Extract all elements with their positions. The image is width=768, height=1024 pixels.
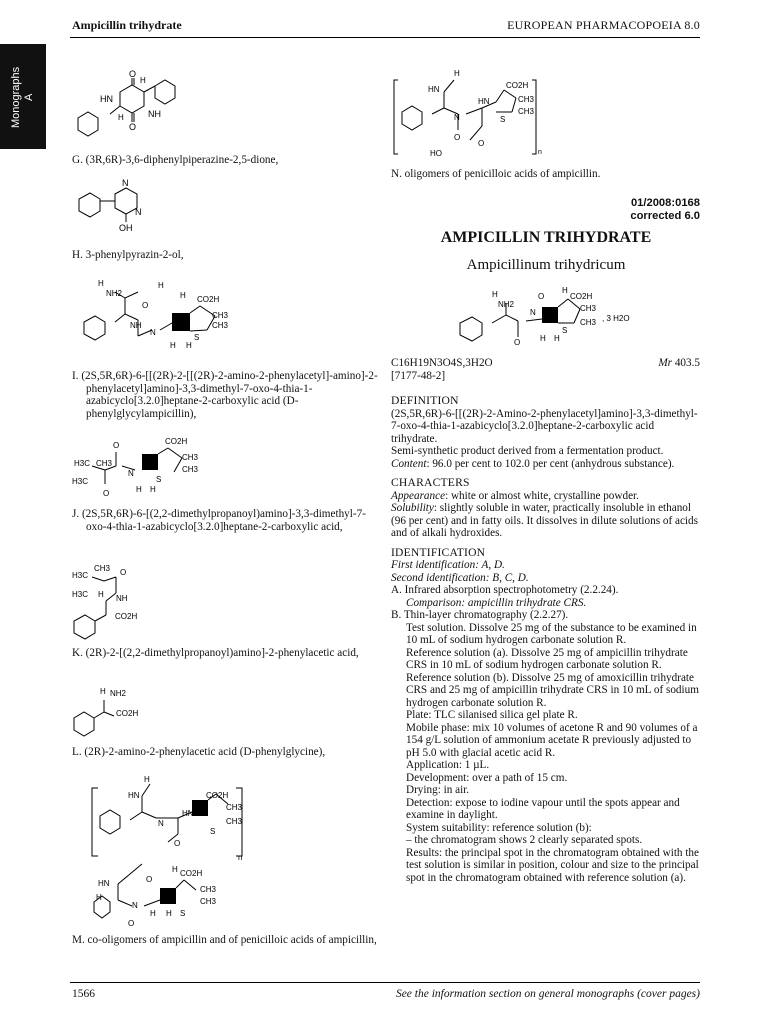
section-tab-label: Monographs (10, 66, 22, 128)
mobile-phase: Mobile phase: mix 10 volumes of acetone R and 90 volumes of a 154 g/L solution of ammonium acetate R previously adjusted to pH 5.0 with glacial acetic acid R. (406, 721, 698, 759)
monograph-number: 01/2008:0168 (630, 197, 700, 209)
atom-label: H (170, 341, 176, 350)
atom-label: CH3 (96, 459, 113, 468)
atom-label: S (156, 475, 162, 484)
atom-label: S (500, 115, 506, 124)
relative-molecular-mass: 403.5 (674, 357, 700, 369)
solubility-label: Solubility (391, 502, 434, 514)
atom-label: H3C (72, 477, 89, 486)
results: Results: the principal spot in the chromatogram obtained with the test solution is similar in position, colour and size to the principal spot in the chromatogram obtained with reference solution (a). (406, 846, 699, 884)
atom-label: CH3 (226, 803, 243, 812)
impurity-i-name: I. (2S,5R,6R)-6-[[(2R)-2-[[(2R)-2-amino-2-phenylacetyl]-amino]-2-phenylacetyl]amino]-3,3-dimethyl-7-oxo-4-thia-1-azabicyclo[3.2.0]heptane-2-carboxylic acid (D-phenylglycylampicillin), (72, 370, 378, 420)
atom-label: n (238, 853, 243, 862)
structure-impurity-j (70, 436, 220, 501)
definition-text: (2S,5R,6R)-6-[[(2R)-2-Amino-2-phenylacetyl]amino]-3,3-dimethyl-7-oxo-4-thia-1-azabicyclo[3.2.0]heptane-2-carboxylic acid trihydrate. (391, 407, 698, 445)
relative-molecular-mass-label: Mr (658, 357, 673, 369)
appearance-label: Appearance (391, 489, 446, 502)
atom-label: CO2H (165, 437, 188, 446)
atom-label: O (129, 122, 137, 132)
definition-heading: DEFINITION (391, 394, 459, 407)
structure-impurity-l (70, 686, 170, 736)
atom-label: H (96, 893, 102, 902)
structure-ampicillin-trihydrate (452, 285, 652, 355)
atom-label: N (150, 328, 156, 337)
atom-label: H (186, 341, 192, 350)
monograph-correction: corrected 6.0 (630, 210, 700, 222)
atom-label: H (540, 334, 546, 343)
atom-label: H (562, 286, 568, 295)
atom-label: NH2 (498, 300, 515, 309)
atom-label: H (140, 76, 146, 85)
atom-label: O (142, 301, 149, 310)
atom-label: CO2H (197, 295, 220, 304)
atom-label: CH3 (182, 465, 199, 474)
structure-impurity-n (392, 68, 562, 163)
atom-label: O (113, 441, 120, 450)
atom-label: NH (116, 594, 128, 603)
atom-label: N (530, 308, 536, 317)
detection: Detection: expose to iodine vapour until the spots appear and examine in daylight. (406, 796, 680, 821)
atom-label: CH3 (182, 453, 199, 462)
atom-label: NH (130, 321, 142, 330)
plate: Plate: TLC silanised silica gel plate R. (406, 709, 578, 721)
atom-label: S (562, 326, 568, 335)
atom-label: H3C (74, 459, 91, 468)
atom-label: OH (119, 223, 133, 233)
structure-impurity-m (88, 776, 258, 936)
atom-label: H (166, 909, 172, 918)
monograph-latin-title: Ampicillinum trihydricum (466, 257, 626, 273)
atom-label: S (210, 827, 216, 836)
atom-label: N (454, 113, 460, 122)
page-number: 1566 (72, 988, 95, 1000)
second-identification: Second identification: B, C, D. (391, 571, 529, 584)
appearance-text: : white or almost white, crystalline powder. (445, 489, 639, 502)
running-header-title: Ampicillin trihydrate (72, 18, 182, 32)
atom-label: O (174, 839, 181, 848)
atom-label: H3C (72, 590, 89, 599)
test-solution: Test solution. Dissolve 25 mg of the substance to be examined in 10 mL of sodium hydrogen carbonate solution R. (406, 621, 697, 646)
atom-label: H (172, 865, 178, 874)
atom-label: N (122, 178, 129, 188)
atom-label: H (150, 485, 156, 494)
atom-label: H (144, 775, 150, 784)
atom-label: , 3 H2O (602, 314, 630, 323)
monograph-body (391, 390, 703, 884)
structure-impurity-h (70, 178, 160, 236)
system-suitability: System suitability: reference solution (b): (406, 821, 592, 834)
atom-label: CO2H (115, 612, 138, 621)
structure-impurity-k (70, 563, 180, 638)
definition-origin: Semi-synthetic product derived from a fermentation product. (391, 445, 664, 457)
atom-label: H (100, 687, 106, 696)
section-tab-letter: A (23, 93, 35, 101)
reference-solution-b: Reference solution (b). Dissolve 25 mg of amoxicillin trihydrate CRS and 25 mg of ampicillin trihydrate CRS in 10 mL of sodium hydrogen carbonate solution R. (406, 671, 699, 709)
atom-label: CO2H (180, 869, 203, 878)
solubility-text: : slightly soluble in water, practically insoluble in ethanol (96 per cent) and in fatty oils. It dissolves in dilute solutions of acids and of alkali hydroxides. (391, 502, 698, 539)
atom-label: CH3 (518, 95, 535, 104)
structure-impurity-g (70, 69, 190, 152)
atom-label: N (135, 207, 142, 217)
atom-label: HN (100, 94, 113, 104)
atom-label: CO2H (506, 81, 529, 90)
atom-label: NH2 (106, 289, 123, 298)
running-header-publication: EUROPEAN PHARMACOPOEIA 8.0 (507, 18, 700, 32)
drying: Drying: in air. (406, 784, 470, 796)
atom-label: HN (128, 791, 140, 800)
development: Development: over a path of 15 cm. (406, 771, 568, 784)
content-text: : 96.0 per cent to 102.0 per cent (anhydrous substance). (426, 457, 675, 470)
atom-label: H (492, 290, 498, 299)
impurity-j-name: J. (2S,5R,6R)-6-[(2,2-dimethylpropanoyl)amino]-3,3-dimethyl-7-oxo-4-thia-1-azabicyclo[3.2.0]heptane-2-carboxylic acid, (72, 508, 366, 533)
atom-label: HO (430, 149, 442, 158)
atom-label: H (554, 334, 560, 343)
atom-label: N (132, 901, 138, 910)
footer-note: See the information section on general monographs (cover pages) (395, 988, 700, 1000)
atom-label: O (103, 489, 110, 498)
atom-label: HN (98, 879, 110, 888)
atom-label: O (146, 875, 153, 884)
reference-solution-a: Reference solution (a). Dissolve 25 mg of ampicillin trihydrate CRS in 10 mL of sodium hydrogen carbonate solution R. (406, 646, 688, 671)
atom-label: O (478, 139, 485, 148)
atom-label: O (128, 919, 135, 928)
system-suitability-criterion: – the chromatogram shows 2 clearly separated spots. (406, 834, 643, 846)
atom-label: NH2 (110, 689, 127, 698)
atom-label: n (538, 149, 542, 156)
atom-label: CO2H (570, 292, 593, 301)
impurity-k-name: K. (2R)-2-[(2,2-dimethylpropanoyl)amino]-2-phenylacetic acid, (72, 647, 359, 659)
cas-number: [7177-48-2] (391, 370, 446, 382)
characters-heading: CHARACTERS (391, 476, 470, 489)
test-a: A. Infrared absorption spectrophotometry (2.2.24). (391, 584, 619, 596)
atom-label: CH3 (94, 564, 111, 573)
atom-label: H (136, 485, 142, 494)
first-identification: First identification: A, D. (391, 559, 505, 571)
atom-label: CH3 (200, 885, 217, 894)
impurity-g-name: G. (3R,6R)-3,6-diphenylpiperazine-2,5-dione, (72, 154, 279, 166)
atom-label: H (180, 291, 186, 300)
test-b: B. Thin-layer chromatography (2.2.27). (391, 609, 569, 621)
atom-label: N (128, 469, 134, 478)
atom-label: CH3 (580, 318, 597, 327)
header-divider (70, 37, 700, 38)
atom-label: H (98, 590, 104, 599)
atom-label: H (454, 69, 460, 78)
atom-label: N (158, 819, 164, 828)
impurity-m-name: M. co-oligomers of ampicillin and of penicilloic acids of ampicillin, (72, 934, 377, 946)
identification-heading: IDENTIFICATION (391, 545, 486, 559)
test-a-comparison: Comparison: ampicillin trihydrate CRS. (406, 596, 587, 609)
atom-label: CO2H (116, 709, 139, 718)
atom-label: O (538, 292, 545, 301)
atom-label: NH (148, 109, 161, 119)
impurity-l-name: L. (2R)-2-amino-2-phenylacetic acid (D-phenylglycine), (72, 746, 326, 758)
atom-label: CH3 (226, 817, 243, 826)
impurity-n-name: N. oligomers of penicilloic acids of ampicillin. (391, 168, 601, 180)
atom-label: CH3 (518, 107, 535, 116)
atom-label: H (158, 281, 164, 290)
section-tab (0, 44, 46, 149)
atom-label: S (194, 333, 200, 342)
application: Application: 1 µL. (406, 759, 490, 771)
atom-label: HN (478, 97, 490, 106)
impurity-h-name: H. 3-phenylpyrazin-2-ol, (72, 249, 184, 261)
atom-label: CH3 (212, 321, 229, 330)
footer-divider (70, 982, 700, 983)
atom-label: CO2H (206, 791, 229, 800)
atom-label: O (514, 338, 521, 347)
atom-label: O (120, 568, 127, 577)
atom-label: CH3 (580, 304, 597, 313)
atom-label: O (454, 133, 461, 142)
molecular-formula: C16H19N3O4S,3H2O (391, 357, 493, 369)
atom-label: O (129, 69, 137, 79)
atom-label: H3C (72, 571, 89, 580)
atom-label: H (98, 279, 104, 288)
monograph-title: AMPICILLIN TRIHYDRATE (440, 229, 652, 246)
atom-label: HN (428, 85, 440, 94)
atom-label: H (150, 909, 156, 918)
content-label: Content (391, 457, 427, 470)
atom-label: CH3 (212, 311, 229, 320)
atom-label: H (118, 113, 124, 122)
structure-impurity-i (70, 278, 240, 358)
atom-label: CH3 (200, 897, 217, 906)
atom-label: HN (182, 809, 194, 818)
atom-label: S (180, 909, 186, 918)
